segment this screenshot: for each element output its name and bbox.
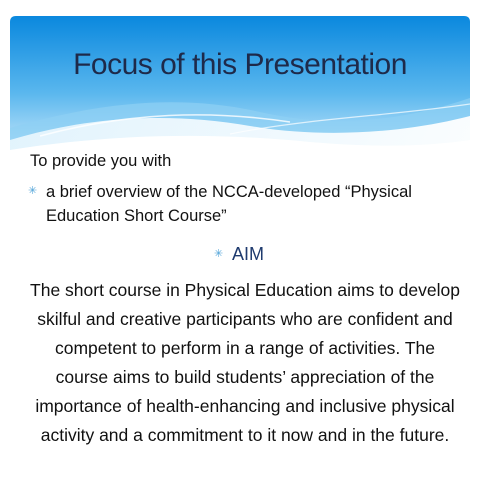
header-wave-background xyxy=(10,16,470,156)
slide-title: Focus of this Presentation xyxy=(73,48,407,81)
bullet-item-aim xyxy=(214,243,264,265)
bullet-item xyxy=(28,180,448,228)
bullet-text: a brief overview of the NCCA-developed “Physical Education Short Course” xyxy=(46,183,412,225)
bullet-star-icon: ✳ xyxy=(28,185,38,197)
bullet-star-icon: ✳ xyxy=(214,248,224,260)
intro-text: To provide you with xyxy=(30,152,172,170)
aim-paragraph: The short course in Physical Education aims to develop skilful and creative participants who are confident and competent to perform in a range of activities. The course aims to build students’ appreciation of the importance of health-enhancing and inclusive physical activity and a commitment to it now and in the future. xyxy=(30,280,460,445)
aim-heading: AIM xyxy=(232,244,265,264)
